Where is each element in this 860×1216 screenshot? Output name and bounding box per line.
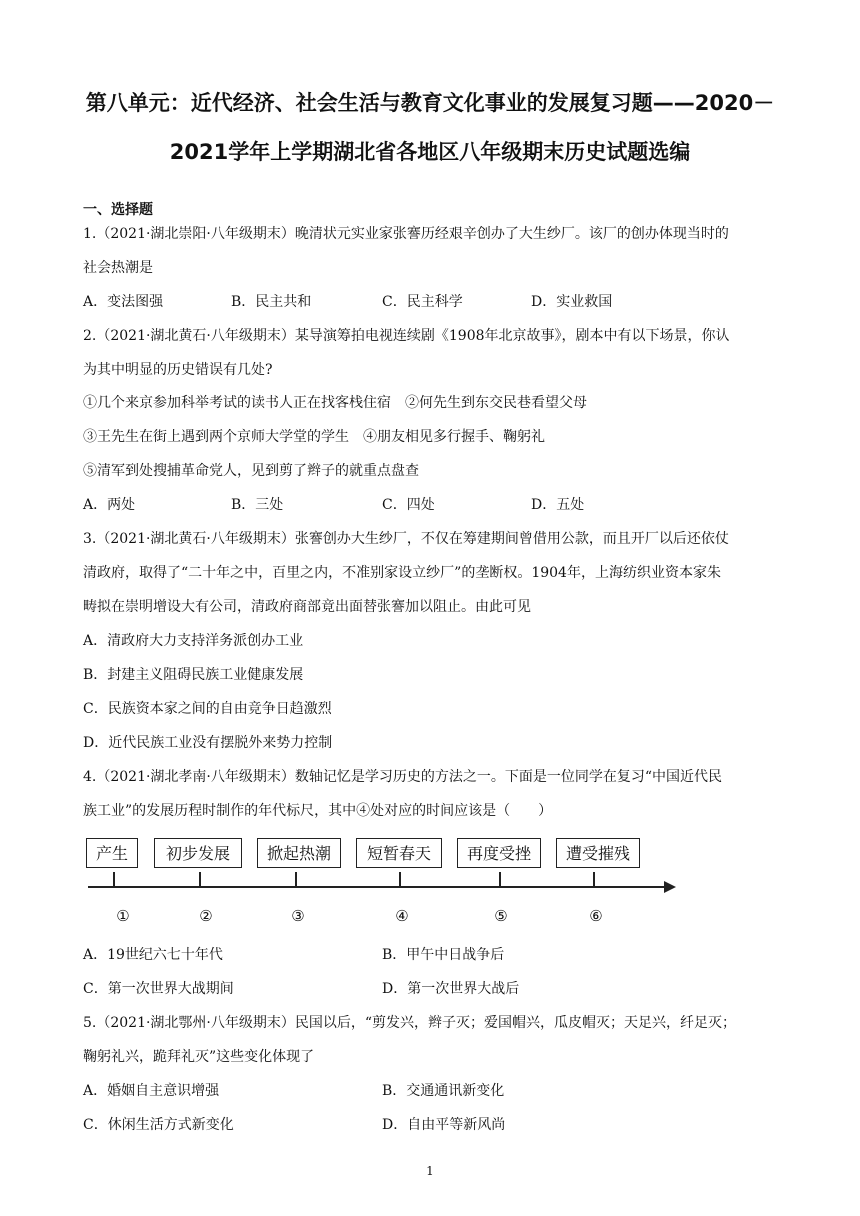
q5-stem-line1: 5.（2021·湖北鄂州·八年级期末）民国以后，“剪发兴，辫子灭；爱国帽兴，瓜皮帽灭；天足兴，纤足灭； [83, 1015, 737, 1031]
timeline-marker-1: ① [116, 907, 130, 925]
timeline-arrow-icon [664, 881, 676, 893]
q3-stem-line1: 3.（2021·湖北黄石·八年级期末）张謇创办大生纱厂，不仅在筹建期间曾借用公款，而且开厂以后还依仗 [83, 531, 729, 547]
q3-option-c: C．民族资本家之间的自由竞争日趋激烈 [83, 701, 332, 717]
q2-scene-line2: ③王先生在街上遇到两个京师大学堂的学生 ④朋友相见多行握手、鞠躬礼 [83, 429, 545, 445]
q4-option-d: D．第一次世界大战后 [382, 981, 520, 997]
q3-option-a: A．清政府大力支持洋务派创办工业 [83, 633, 304, 649]
document-title-line1: 第八单元：近代经济、社会生活与教育文化事业的发展复习题——2020－ [85, 91, 775, 115]
timeline-stage-4: 短暂春天 [356, 838, 442, 868]
q1-option-d: D．实业救国 [531, 294, 613, 310]
q4-stem-line2: 族工业”的发展历程时制作的年代标尺，其中④处对应的时间应该是（ ） [83, 803, 553, 819]
q2-option-a: A．两处 [83, 497, 136, 513]
q5-option-c: C．休闲生活方式新变化 [83, 1117, 234, 1133]
timeline-tick [295, 872, 297, 887]
q5-option-a: A．婚姻自主意识增强 [83, 1083, 220, 1099]
timeline-tick [499, 872, 501, 887]
timeline-marker-3: ③ [291, 907, 305, 925]
timeline-tick [593, 872, 595, 887]
q4-stem-line1: 4.（2021·湖北孝南·八年级期末）数轴记忆是学习历史的方法之一。下面是一位同学在复习“中国近代民 [83, 769, 723, 785]
timeline-axis [88, 886, 668, 888]
q2-option-b: B．三处 [231, 497, 284, 513]
q5-stem-line2: 鞠躬礼兴，跪拜礼灭”这些变化体现了 [83, 1049, 315, 1065]
section-heading: 一、选择题 [83, 202, 153, 218]
q2-option-c: C．四处 [382, 497, 435, 513]
timeline-tick [399, 872, 401, 887]
timeline-stage-3: 掀起热潮 [257, 838, 341, 868]
timeline-tick [113, 872, 115, 887]
q3-option-d: D．近代民族工业没有摆脱外来势力控制 [83, 735, 333, 751]
timeline-marker-6: ⑥ [589, 907, 603, 925]
q5-option-b: B．交通通讯新变化 [382, 1083, 505, 1099]
timeline-marker-2: ② [199, 907, 213, 925]
timeline-diagram [80, 830, 680, 930]
timeline-stage-2: 初步发展 [154, 838, 242, 868]
timeline-stage-1: 产生 [86, 838, 138, 868]
q1-option-c: C．民主科学 [382, 294, 463, 310]
q3-stem-line3: 畴拟在崇明增设大有公司，清政府商部竟出面替张謇加以阻止。由此可见 [83, 599, 531, 615]
q3-option-b: B．封建主义阻碍民族工业健康发展 [83, 667, 304, 683]
timeline-marker-5: ⑤ [494, 907, 508, 925]
q1-option-a: A．变法图强 [83, 294, 164, 310]
q2-stem-line2: 为其中明显的历史错误有几处? [83, 362, 273, 378]
q4-option-c: C．第一次世界大战期间 [83, 981, 234, 997]
q2-option-d: D．五处 [531, 497, 585, 513]
q3-stem-line2: 清政府，取得了“二十年之中，百里之内，不准别家设立纱厂”的垄断权。1904年，上海纺织业资本家朱 [83, 565, 721, 581]
q2-stem-line1: 2.（2021·湖北黄石·八年级期末）某导演筹拍电视连续剧《1908年北京故事》，剧本中有以下场景，你认 [83, 328, 730, 344]
q5-option-d: D．自由平等新风尚 [382, 1117, 506, 1133]
q2-scene-line1: ①几个来京参加科举考试的读书人正在找客栈住宿 ②何先生到东交民巷看望父母 [83, 395, 587, 411]
q4-option-b: B．甲午中日战争后 [382, 947, 505, 963]
page-number: 1 [426, 1164, 434, 1178]
q1-stem-line1: 1.（2021·湖北崇阳·八年级期末）晚清状元实业家张謇历经艰辛创办了大生纱厂。该厂的创办体现当时的 [83, 226, 729, 242]
timeline-stage-5: 再度受挫 [457, 838, 541, 868]
timeline-stage-6: 遭受摧残 [556, 838, 640, 868]
q1-stem-line2: 社会热潮是 [83, 260, 153, 276]
q2-scene-line3: ⑤清军到处搜捕革命党人，见到剪了辫子的就重点盘查 [83, 463, 419, 479]
q1-option-b: B．民主共和 [231, 294, 312, 310]
timeline-tick [199, 872, 201, 887]
document-title-line2: 2021学年上学期湖北省各地区八年级期末历史试题选编 [169, 140, 691, 164]
q4-option-a: A．19世纪六七十年代 [83, 947, 223, 963]
timeline-marker-4: ④ [395, 907, 409, 925]
